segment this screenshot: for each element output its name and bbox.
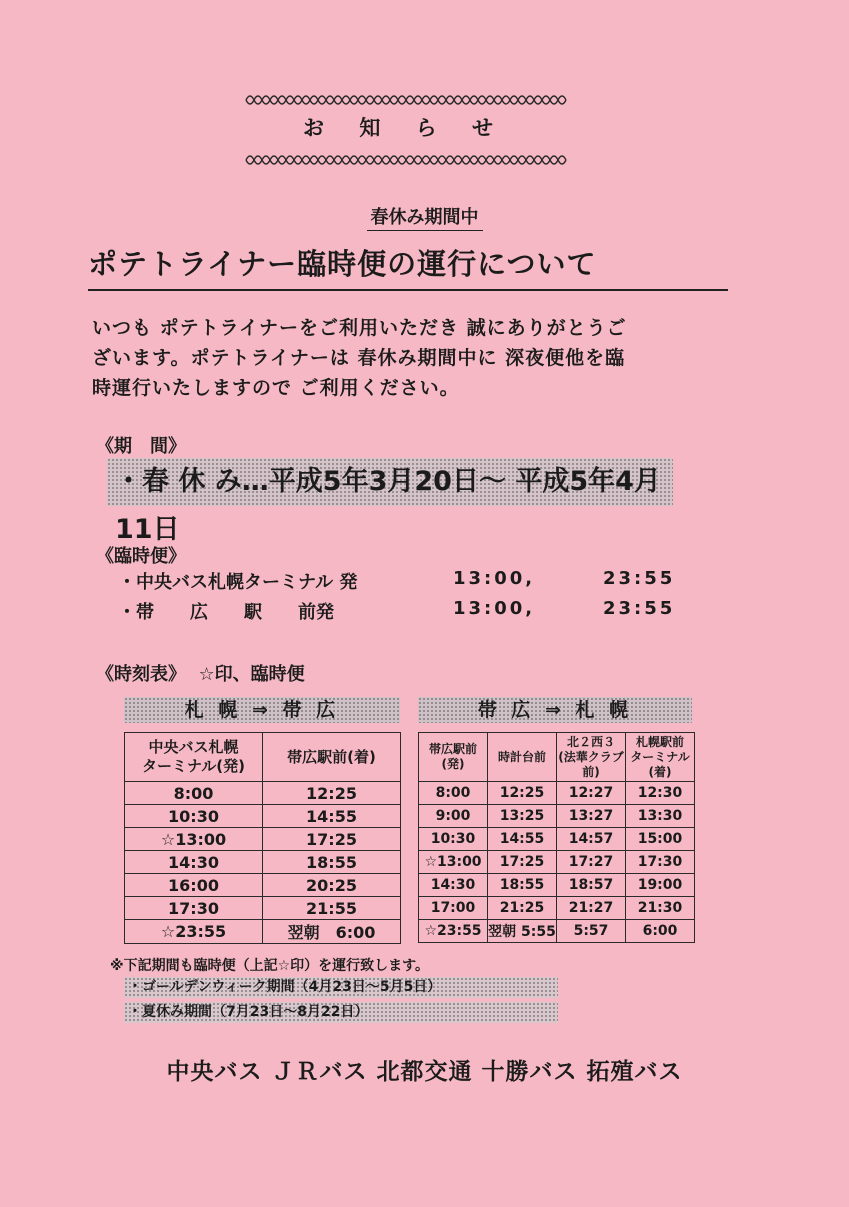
table-row — [419, 805, 695, 828]
table-cell: 17:30 — [626, 851, 695, 874]
column-header: 帯広駅前(発) — [419, 733, 488, 782]
route-obihiro-to-sapporo: 帯 広 ⇒ 札 幌 — [418, 697, 692, 723]
table-cell: 17:25 — [488, 851, 557, 874]
table-cell: 12:25 — [488, 782, 557, 805]
table-cell: 19:00 — [626, 874, 695, 897]
table-row — [419, 828, 695, 851]
route-sapporo-to-obihiro: 札 幌 ⇒ 帯 広 — [124, 697, 400, 723]
table-cell: ☆23:55 — [125, 920, 263, 944]
table-cell: 14:30 — [125, 851, 263, 874]
table-cell: 14:57 — [557, 828, 626, 851]
table-row — [419, 851, 695, 874]
chain-border-top-icon — [242, 92, 568, 108]
table-cell: 翌朝 6:00 — [263, 920, 401, 944]
table-cell: ☆13:00 — [125, 828, 263, 851]
note-summer-holiday: ・夏休み期間（7月23日～8月22日） — [124, 1002, 558, 1023]
timetable-heading: 《時刻表》 ☆印、臨時便 — [96, 664, 305, 685]
table-cell: 21:27 — [557, 897, 626, 920]
column-header: 中央バス札幌 ターミナル(発) — [125, 733, 263, 782]
extra-run-label: ・帯 広 駅 前発 — [118, 602, 334, 623]
column-header: 北２西３ (法華クラブ前) — [557, 733, 626, 782]
table-row — [125, 782, 401, 805]
extra-runs-heading: 《臨時便》 — [96, 546, 186, 567]
table-row — [419, 897, 695, 920]
table-row — [125, 851, 401, 874]
note-main: ※下記期間も臨時便（上記☆印）を運行致します。 — [110, 958, 430, 974]
table-cell: 17:30 — [125, 897, 263, 920]
table-row — [419, 782, 695, 805]
intro-line-1: いつも ポテトライナーをご利用いただき 誠にありがとうご — [92, 317, 627, 339]
table-cell: 18:55 — [263, 851, 401, 874]
table-cell: 16:00 — [125, 874, 263, 897]
table-cell: 13:30 — [626, 805, 695, 828]
extra-run-time-1: 13:00, — [453, 598, 536, 619]
table-cell: 8:00 — [419, 782, 488, 805]
timetable-sapporo-to-obihiro — [124, 732, 401, 944]
table-cell: 14:55 — [263, 805, 401, 828]
timetable-obihiro-to-sapporo — [418, 732, 695, 943]
table-cell: 15:00 — [626, 828, 695, 851]
table-header-row — [125, 733, 401, 782]
period-heading: 《期 間》 — [96, 436, 186, 457]
table-row — [125, 805, 401, 828]
table-cell: ☆13:00 — [419, 851, 488, 874]
notice-headline: ポテトライナー臨時便の運行について — [88, 242, 728, 291]
extra-run-time-2: 23:55 — [603, 598, 676, 619]
table-cell: 12:30 — [626, 782, 695, 805]
period-text: ・春 休 み…平成5年3月20日～ 平成5年4月11日 — [107, 458, 673, 506]
bus-companies-footer: 中央バス ＪＲバス 北都交通 十勝バス 拓殖バス — [166, 1059, 683, 1085]
table-cell: 17:25 — [263, 828, 401, 851]
table-row — [419, 874, 695, 897]
table-cell: 10:30 — [125, 805, 263, 828]
table-row — [125, 874, 401, 897]
notice-title: お 知 ら せ — [303, 116, 507, 140]
table-cell: 13:25 — [488, 805, 557, 828]
table-cell: 18:57 — [557, 874, 626, 897]
table-row — [125, 897, 401, 920]
chain-link-icon — [246, 96, 566, 104]
extra-run-time-1: 13:00, — [453, 568, 536, 589]
column-header: 帯広駅前(着) — [263, 733, 401, 782]
table-cell: 18:55 — [488, 874, 557, 897]
table-cell: 10:30 — [419, 828, 488, 851]
table-cell: 14:55 — [488, 828, 557, 851]
table-cell: ☆23:55 — [419, 920, 488, 943]
chain-border-bottom-icon — [242, 152, 568, 168]
table-cell: 21:30 — [626, 897, 695, 920]
table-header-row — [419, 733, 695, 782]
table-cell: 12:25 — [263, 782, 401, 805]
column-header: 札幌駅前 ターミナル(着) — [626, 733, 695, 782]
intro-line-2: ざいます。ポテトライナーは 春休み期間中に 深夜便他を臨 — [92, 347, 626, 369]
table-cell: 14:30 — [419, 874, 488, 897]
table-row — [125, 828, 401, 851]
timetable-legend: ☆印、臨時便 — [198, 664, 305, 685]
table-cell: 翌朝 5:55 — [488, 920, 557, 943]
extra-run-label: ・中央バス札幌ターミナル 発 — [118, 572, 358, 593]
table-cell: 21:55 — [263, 897, 401, 920]
table-cell: 17:27 — [557, 851, 626, 874]
table-cell: 5:57 — [557, 920, 626, 943]
table-cell: 17:00 — [419, 897, 488, 920]
table-cell: 21:25 — [488, 897, 557, 920]
table-cell: 20:25 — [263, 874, 401, 897]
table-cell: 8:00 — [125, 782, 263, 805]
chain-link-icon — [246, 156, 566, 164]
note-golden-week: ・ゴールデンウィーク期間（4月23日～5月5日） — [124, 977, 558, 998]
notice-subtitle: 春休み期間中 — [0, 203, 849, 229]
intro-line-3: 時運行いたしますので ご利用ください。 — [92, 377, 460, 399]
table-row — [125, 920, 401, 944]
table-cell: 13:27 — [557, 805, 626, 828]
extra-run-time-2: 23:55 — [603, 568, 676, 589]
table-cell: 9:00 — [419, 805, 488, 828]
table-cell: 6:00 — [626, 920, 695, 943]
column-header: 時計台前 — [488, 733, 557, 782]
table-row — [419, 920, 695, 943]
table-cell: 12:27 — [557, 782, 626, 805]
